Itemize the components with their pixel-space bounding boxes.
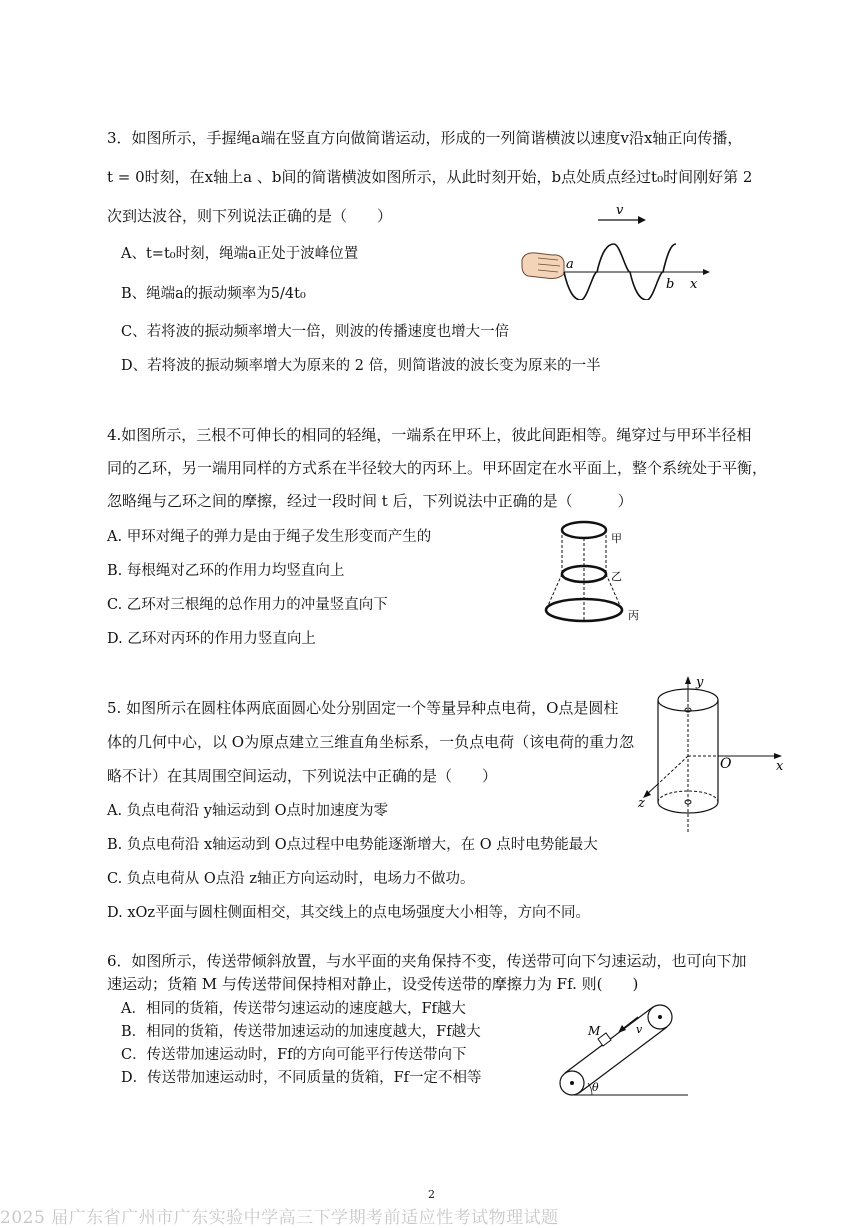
q6-option-a: A．相同的货箱，传送带匀速运动的速度越大，Ff越大 [121, 1001, 466, 1017]
q4-option-d: D. 乙环对丙环的作用力竖直向上 [107, 631, 316, 647]
q5-line-1: 5. 如图所示在圆柱体两底面圆心处分别固定一个等量异种点电荷，O点是圆柱 [107, 699, 619, 717]
q5-option-c: C. 负点电荷从 O点沿 z轴正方向运动时，电场力不做功。 [107, 871, 475, 887]
q5-option-d: D. xOz平面与圆柱侧面相交，其交线上的点电场强度大小相等，方向不同。 [107, 905, 591, 921]
footer-watermark: 2025 届广东省广州市广东实验中学高三下学期考前适应性考试物理试题 [0, 1208, 559, 1228]
q6-conveyor-figure [548, 995, 698, 1109]
q3-option-a: A、t=t₀时刻，绳端a正处于波峰位置 [121, 246, 359, 262]
q4-option-b: B. 每根绳对乙环的作用力均竖直向上 [107, 563, 345, 579]
q5-x-label: x [776, 759, 784, 774]
hand-icon [522, 253, 564, 279]
page-number: 2 [428, 1188, 435, 1201]
q3-b-label: b [666, 277, 675, 292]
q3-line-3: 次到达波谷，则下列说法正确的是（ ） [107, 207, 393, 225]
q3-option-c: C、若将波的振动频率增大一倍，则波的传播速度也增大一倍 [121, 324, 510, 340]
q4-line-2: 同的乙环，另一端用同样的方式系在半径较大的丙环上。甲环固定在水平面上，整个系统处于平衡， [107, 459, 768, 477]
q5-option-b: B. 负点电荷沿 x轴运动到 O点过程中电势能逐渐增大，在 O 点时电势能最大 [107, 837, 598, 853]
q4-line-1: 4.如图所示，三根不可伸长的相同的轻绳，一端系在甲环上，彼此间距相等。绳穿过与甲环半径相 [107, 426, 752, 444]
q3-wave-figure [518, 200, 718, 304]
q4-rings-figure [538, 512, 658, 632]
q5-y-label: y [696, 675, 704, 690]
q6-option-c: C．传送带加速运动时，Ff的方向可能平行传送带向下 [121, 1047, 467, 1063]
q5-o-label: O [720, 756, 732, 772]
q6-v-label: v [636, 1023, 643, 1036]
q4-yi-label: 乙 [611, 570, 622, 583]
q6-m-label: M [588, 1024, 601, 1038]
q3-line-2: t = 0时刻，在x轴上a 、b间的简谐横波如图所示，从此时刻开始，b点处质点经过t₀时间刚好第 2 [107, 168, 753, 186]
q6-option-d: D．传送带加速运动时，不同质量的货箱，Ff一定不相等 [121, 1070, 482, 1086]
q6-option-b: B．相同的货箱，传送带加速运动的加速度越大，Ff越大 [121, 1024, 481, 1040]
q3-x-label: x [690, 277, 698, 292]
q5-line-3: 略不计）在其周围空间运动，下列说法中正确的是（ ） [107, 767, 498, 785]
q4-bing-label: 丙 [628, 609, 639, 622]
q3-option-b: B、绳端a的振动频率为5/4t₀ [121, 286, 306, 302]
q5-cylinder-figure [630, 672, 800, 841]
q4-jia-label: 甲 [611, 532, 622, 545]
q4-line-3: 忽略绳与乙环之间的摩擦，经过一段时间 t 后，下列说法中正确的是（ ） [107, 492, 633, 510]
q3-line-1: 3．如图所示，手握绳a端在竖直方向做简谐运动，形成的一列简谐横波以速度v沿x轴正向传播， [107, 129, 743, 147]
q3-option-d: D、若将波的振动频率增大为原来的 2 倍，则简谐波的波长变为原来的一半 [121, 358, 601, 374]
q5-z-label: z [638, 796, 645, 811]
q4-option-a: A. 甲环对绳子的弹力是由于绳子发生形变而产生的 [107, 529, 432, 545]
q6-line-2: 速运动；货箱 M 与传送带间保持相对静止，设受传送带的摩擦力为 Ff. 则( ) [107, 975, 639, 993]
q3-a-label: a [566, 257, 574, 272]
q6-line-1: 6．如图所示，传送带倾斜放置，与水平面的夹角保持不变，传送带可向下匀速运动，也可向下加 [107, 952, 747, 970]
q5-line-2: 体的几何中心，以 O为原点建立三维直角坐标系，一负点电荷（该电荷的重力忽 [107, 733, 635, 751]
q5-option-a: A. 负点电荷沿 y轴运动到 O点时加速度为零 [107, 803, 388, 819]
q3-v-label: v [616, 203, 624, 218]
q6-theta-label: θ [592, 1081, 599, 1094]
q4-option-c: C. 乙环对三根绳的总作用力的冲量竖直向下 [107, 597, 388, 613]
